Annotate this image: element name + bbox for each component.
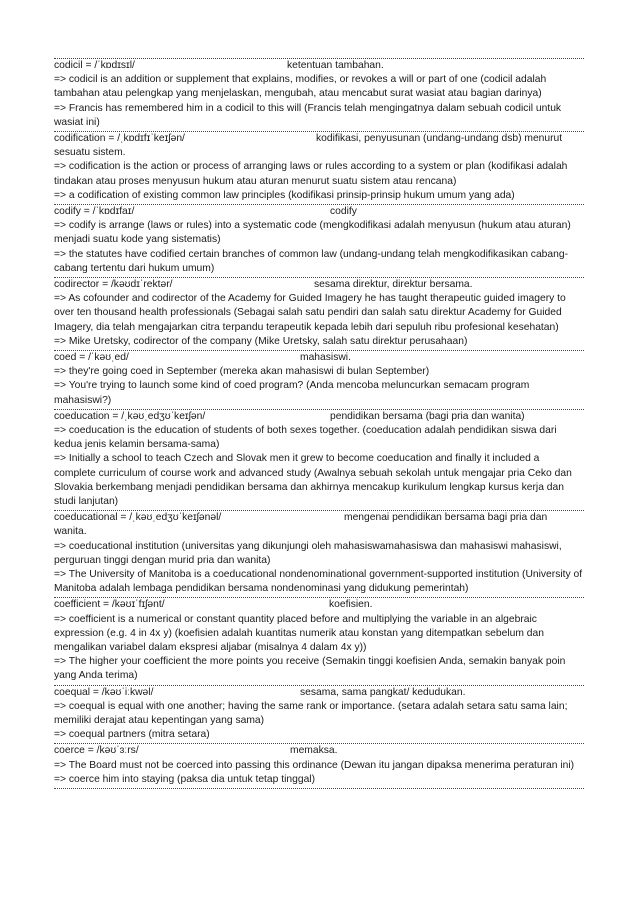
entry-gloss: sesama, sama pangkat/ kedudukan.	[300, 686, 466, 698]
entry-gloss: mahasiswi.	[300, 352, 351, 363]
entry-headline	[54, 744, 584, 758]
entry-headline	[54, 598, 584, 612]
entry-gloss-continued: wanita.	[54, 526, 87, 538]
entry-example: => coequal partners (mitra setara)	[54, 729, 210, 741]
dictionary-entry	[54, 743, 584, 789]
entry-gloss: ketentuan tambahan.	[287, 60, 384, 71]
entry-definition: => coequal is equal with one another; having the same rank or importance. (setara adalah setara satu sama lain; memiliki derajat atau kepentingan yang sama)	[54, 700, 568, 726]
entry-example: => a codification of existing common law principles (kodifikasi prinsip-prinsip hukum umum yang ada)	[54, 189, 515, 201]
entry-term: coeducational = /ˌkəʊˌedʒʊˈkeɪʃənəl/	[54, 512, 222, 524]
entry-gloss: mengenai pendidikan bersama bagi pria dan	[344, 512, 548, 524]
entry-headline	[54, 278, 584, 292]
entry-definition: => they're going coed in September (mereka akan mahasiswi di bulan September)	[54, 366, 430, 378]
entry-example: => Francis has remembered him in a codicil to this will (Francis telah mengingatnya dalam sebuah codicil untuk wasiat ini)	[54, 102, 562, 128]
entry-term: codirector = /kəʊdɪˈrektər/	[54, 279, 173, 290]
entry-example: => You're trying to launch some kind of coed program? (Anda mencoba meluncurkan semacam program mahasiswi?)	[54, 380, 530, 406]
dictionary-entry	[54, 277, 584, 350]
entry-gloss: pendidikan bersama (bagi pria dan wanita)	[330, 410, 525, 422]
entry-gloss: kodifikasi, penyusunan (undang-undang dsb) menurut	[316, 133, 563, 144]
entry-definition: => codify is arrange (laws or rules) into a systematic code (mengkodifikasi adalah menyusun (hukum atau aturan) menjadi suatu kode yang sistematis)	[54, 220, 571, 246]
dictionary-entry	[54, 685, 584, 744]
entry-gloss: memaksa.	[290, 745, 338, 757]
entry-definition: => coeducational institution (universitas yang dikunjungi oleh mahasiswamahasiswa dan mahasiswi mahasiswi, perguruan tinggi dengan murid pria dan wanita)	[54, 540, 562, 566]
entry-term: codify = /ˈkɒdɪfaɪ/	[54, 206, 135, 217]
entry-headline	[54, 410, 584, 424]
entry-definition: => codicil is an addition or supplement that explains, modifies, or revokes a will or part of one (codicil adalah tambahan atau pelengkap yang menjelaskan, mengubah, atau mencabut surat wasiat atau bagian darinya)	[54, 74, 547, 100]
entry-headline	[54, 511, 584, 525]
dictionary-entry	[54, 58, 584, 131]
entry-example: => Initially a school to teach Czech and Slovak men it grew to become coeducation and finally it included a complete curriculum of course work and advanced study (Awalnya sebuah sekolah untuk mengajar pria Ceko dan Slovakia berkembang menjadi pendidikan bersama dan akhirnya mencakup kurikulum lengkap kursus kerja dan studi lanjutan)	[54, 453, 572, 507]
entry-definition: => coeducation is the education of students of both sexes together. (coeducation adalah pendidikan siswa dari kedua jenis kelamin bersama-sama)	[54, 424, 557, 451]
entry-term: coed = /ˈkəʊˌed/	[54, 352, 129, 363]
entry-headline	[54, 132, 584, 146]
entry-example: => Mike Uretsky, codirector of the company (Mike Uretsky, salah satu direktur perusahaan)	[54, 335, 468, 347]
entry-headline	[54, 686, 584, 700]
dictionary-entry	[54, 409, 584, 510]
dictionary-entry	[54, 131, 584, 204]
entry-gloss: codify	[330, 206, 357, 217]
dictionary-entry	[54, 510, 584, 597]
dictionary-entry	[54, 597, 584, 684]
entry-term: coequal = /kəʊˈiːkwəl/	[54, 686, 154, 698]
entry-term: coefficient = /kəʊɪˈfɪʃənt/	[54, 599, 165, 611]
entry-example: => The University of Manitoba is a coeducational nondenominational government-supported institution (University of Manitoba adalah lembaga pendidikan bersama nondenominasi yang didukung pemerintah)	[54, 569, 583, 595]
entry-term: coerce = /kəʊˈɜːrs/	[54, 745, 139, 757]
entry-definition: => codification is the action or process of arranging laws or rules according to a system or plan (kodifikasi adalah tindakan atau proses menyusun hukum atau aturan menurut suatu sistem atau rencana)	[54, 161, 568, 187]
entry-term: codification = /ˌkɒdɪfɪˈkeɪʃən/	[54, 133, 185, 144]
entry-definition: => The Board must not be coerced into passing this ordinance (Dewan itu jangan dipaksa menerima peraturan ini)	[54, 759, 575, 771]
entry-example: => the statutes have codified certain branches of common law (undang-undang telah mengkodifikasikan cabang-cabang tertentu dari hukum umum)	[54, 248, 569, 274]
entry-definition: => coefficient is a numerical or constant quantity placed before and multiplying the variable in an algebraic expression (e.g. 4 in 4x y) (koefisien adalah kuantitas numerik atau konstan yang ditempatkan sebelum dan mengalikan variabel dalam ekspresi aljabar (misalnya 4 dalam 4x y))	[54, 613, 544, 653]
entry-gloss: sesama direktur, direktur bersama.	[314, 279, 473, 290]
entry-term: codicil = /ˈkɒdɪsɪl/	[54, 60, 135, 71]
entry-headline	[54, 351, 584, 365]
entry-example: => coerce him into staying (paksa dia untuk tetap tinggal)	[54, 773, 316, 785]
entry-term: coeducation = /ˌkəʊˌedʒʊˈkeɪʃən/	[54, 410, 206, 422]
dictionary-page	[54, 58, 584, 789]
entry-headline	[54, 205, 584, 219]
entry-headline	[54, 59, 584, 73]
dictionary-entry	[54, 350, 584, 409]
entry-definition: => As cofounder and codirector of the Academy for Guided Imagery he has taught therapeutic guided imagery to over ten thousand health professionals (Sebagai salah satu pendiri dan salah satu direktur Academy for Guided Imagery, dia telah mengajarkan citra terpandu terapeutik kepada lebih dari sepuluh ribu profesional kesehatan)	[54, 293, 566, 333]
entry-gloss-continued: sesuatu sistem.	[54, 147, 126, 159]
entry-gloss: koefisien.	[329, 599, 373, 611]
dictionary-entry	[54, 204, 584, 277]
entry-example: => The higher your coefficient the more points you receive (Semakin tinggi koefisien Anda, semakin banyak poin yang Anda terima)	[54, 656, 566, 682]
